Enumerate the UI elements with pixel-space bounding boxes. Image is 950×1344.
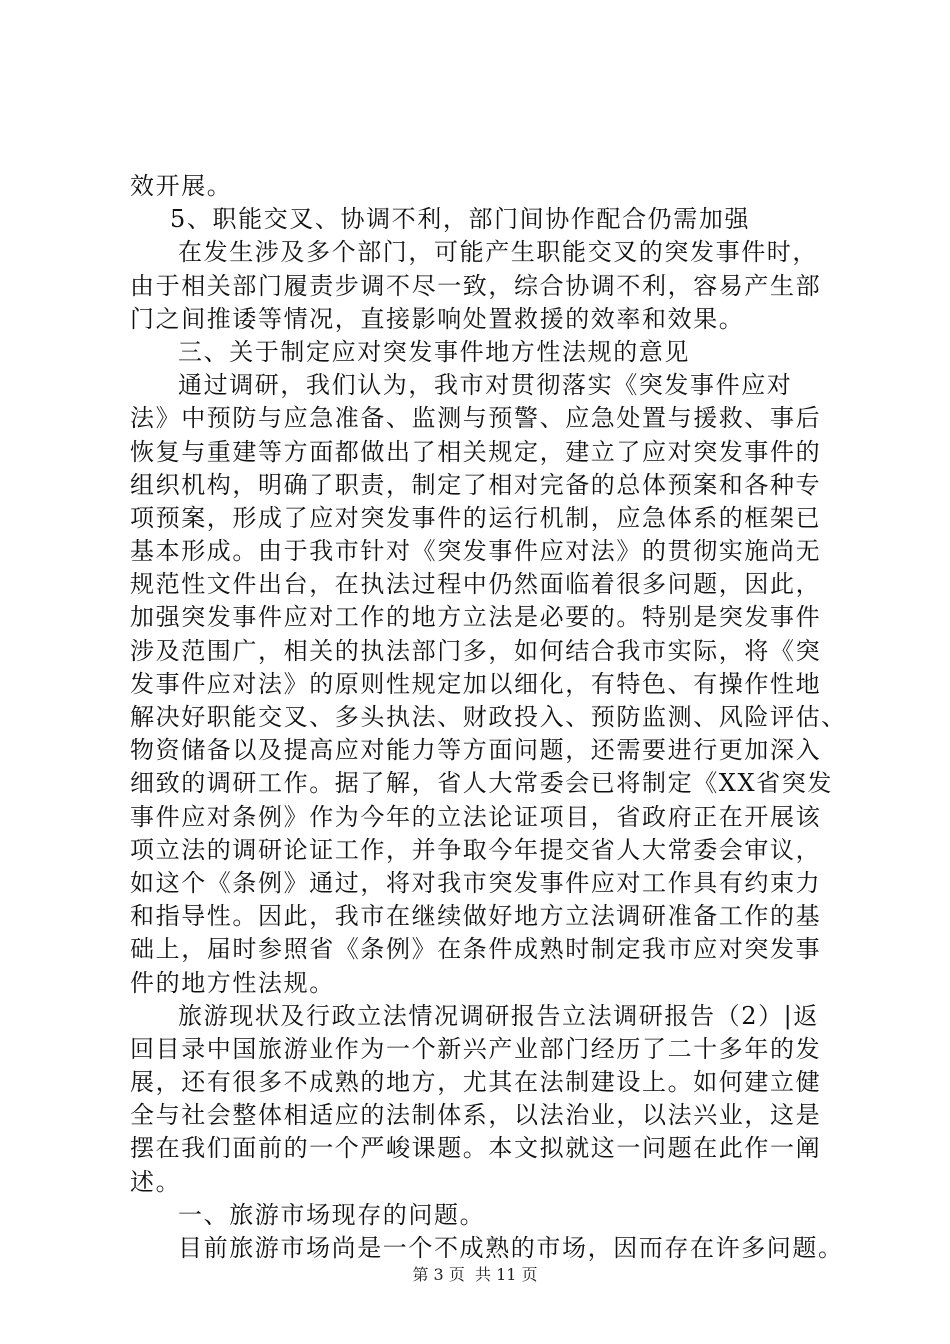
text-line: 基本形成。由于我市针对《突发事件应对法》的贯彻实施尚无 (130, 537, 822, 566)
text-line: 加强突发事件应对工作的地方立法是必要的。特别是突发事件 (130, 603, 822, 632)
text-line: 规范性文件出台，在执法过程中仍然面临着很多问题，因此， (130, 570, 822, 599)
text-line: 目前旅游市场尚是一个不成熟的市场，因而存在许多问题。 (178, 1234, 844, 1262)
text-line: 门之间推诿等情况，直接影响处置救援的效率和效果。 (130, 304, 745, 333)
text-line: 述。 (130, 1167, 182, 1196)
text-line: 三、关于制定应对突发事件地方性法规的意见 (178, 337, 690, 366)
text-line: 法》中预防与应急准备、监测与预警、应急处置与援救、事后 (130, 404, 822, 433)
page-footer (0, 1262, 950, 1285)
text-line: 发事件应对法》的原则性规定加以细化，有特色、有操作性地 (130, 669, 822, 698)
text-line: 物资储备以及提高应对能力等方面问题，还需要进行更加深入 (130, 736, 822, 765)
text-line: 在发生涉及多个部门，可能产生职能交叉的突发事件时， (178, 238, 818, 267)
text-line: 效开展。 (130, 172, 233, 200)
text-line: 恢复与重建等方面都做出了相关规定，建立了应对突发事件的 (130, 437, 822, 466)
text-line: 通过调研，我们认为，我市对贯彻落实《突发事件应对 (178, 371, 793, 400)
text-line: 旅游现状及行政立法情况调研报告立法调研报告（2）|返 (178, 1001, 819, 1030)
body-text (130, 170, 852, 1265)
text-line: 全与社会整体相适应的法制体系，以法治业，以法兴业，这是 (130, 1101, 822, 1130)
text-line: 件的地方性法规。 (130, 968, 335, 997)
text-line: 5、职能交叉、协调不利，部门间协作配合仍需加强 (170, 205, 751, 234)
page-number-label: 第 3 页 共 11 页 (412, 1265, 538, 1284)
text-line: 项立法的调研论证工作，并争取今年提交省人大常委会审议， (130, 835, 822, 864)
text-line: 涉及范围广，相关的执法部门多，如何结合我市实际，将《突 (130, 636, 822, 665)
text-line: 回目录中国旅游业作为一个新兴产业部门经历了二十多年的发 (130, 1034, 822, 1063)
text-line: 如这个《条例》通过，将对我市突发事件应对工作具有约束力 (130, 868, 822, 897)
text-line: 展，还有很多不成熟的地方，尤其在法制建设上。如何建立健 (130, 1068, 822, 1097)
text-line: 事件应对条例》作为今年的立法论证项目，省政府正在开展该 (130, 802, 822, 831)
text-line: 项预案，形成了应对突发事件的运行机制，应急体系的框架已 (130, 503, 822, 532)
text-line: 解决好职能交叉、多头执法、财政投入、预防监测、风险评估、 (130, 703, 847, 731)
text-line: 组织机构，明确了职责，制定了相对完备的总体预案和各种专 (130, 470, 822, 499)
text-line: 和指导性。因此，我市在继续做好地方立法调研准备工作的基 (130, 902, 822, 931)
text-line: 由于相关部门履责步调不尽一致，综合协调不利，容易产生部 (130, 271, 822, 300)
text-line: 一、旅游市场现存的问题。 (178, 1200, 486, 1229)
text-line: 摆在我们面前的一个严峻课题。本文拟就这一问题在此作一阐 (130, 1134, 822, 1163)
text-line: 础上，届时参照省《条例》在条件成熟时制定我市应对突发事 (130, 935, 822, 964)
text-line: 细致的调研工作。据了解，省人大常委会已将制定《XX省突发 (130, 769, 833, 798)
